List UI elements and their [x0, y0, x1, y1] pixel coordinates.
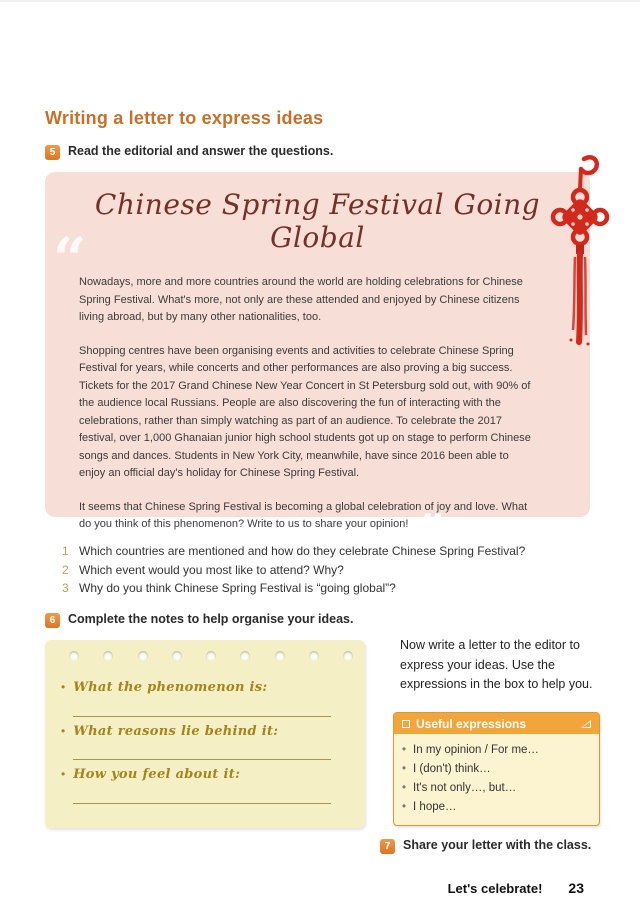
question-item: [62, 579, 582, 598]
expression-text: In my opinion / For me…: [413, 744, 539, 756]
binder-hole-icon: [240, 651, 250, 661]
page-footer: [0, 880, 584, 896]
checkbox-icon: [402, 720, 410, 728]
question-text: Why do you think Chinese Spring Festival is “going global”?: [79, 581, 396, 595]
question-text: Which event would you most like to attend? Why?: [79, 562, 344, 577]
binder-hole-icon: [69, 651, 79, 661]
activity-6-instruction-row: [45, 612, 353, 628]
expression-item: [402, 741, 591, 760]
useful-expressions-list: [394, 734, 599, 825]
useful-expressions-box: [393, 712, 600, 826]
bullet-icon: •: [61, 724, 66, 738]
question-number: 3: [62, 581, 69, 595]
note-item: [61, 680, 349, 695]
questions-list: [62, 542, 582, 598]
bullet-icon: •: [402, 763, 407, 775]
bullet-icon: •: [402, 782, 407, 794]
expression-text: I (don't) think…: [413, 763, 491, 775]
notes-pad: [45, 640, 365, 828]
binder-holes: [69, 651, 353, 661]
binder-hole-icon: [309, 651, 319, 661]
note-writing-line: [73, 759, 331, 760]
note-item: [61, 767, 349, 782]
chinese-knot-icon: [548, 152, 610, 354]
footer-page-number: 23: [568, 880, 584, 896]
bullet-icon: •: [61, 680, 66, 694]
instruction-text: Share your letter with the class.: [403, 838, 592, 852]
activity-number-badge: 7: [380, 839, 395, 854]
section-title: Writing a letter to express ideas: [45, 108, 324, 128]
binder-hole-icon: [275, 651, 285, 661]
binder-hole-icon: [138, 651, 148, 661]
editorial-paragraph: Nowadays, more and more countries around the world are holding celebrations for Chinese Spring Festival. What's more, not only are these attended and enjoyed by Chinese citizens living abroad, but by many other nationalities, too.: [79, 276, 523, 323]
question-number: 2: [62, 562, 69, 577]
question-text: Which countries are mentioned and how do they celebrate Chinese Spring Festival?: [79, 544, 526, 558]
binder-hole-icon: [172, 651, 182, 661]
note-item: [61, 724, 349, 739]
binder-hole-icon: [103, 651, 113, 661]
expression-item: [402, 760, 591, 779]
binder-hole-icon: [343, 651, 353, 661]
instruction-text: Read the editorial and answer the questions.: [68, 144, 334, 158]
write-letter-prompt: Now write a letter to the editor to express your ideas. Use the expressions in the box to help you.: [400, 638, 593, 691]
binder-hole-icon: [206, 651, 216, 661]
note-label: How you feel about it:: [73, 767, 241, 782]
bullet-icon: •: [61, 767, 66, 781]
note-writing-line: [73, 803, 331, 804]
note-label: What the phenomenon is:: [73, 680, 268, 695]
footer-unit-title: Let's celebrate!: [447, 881, 543, 896]
bullet-icon: •: [402, 801, 407, 813]
useful-expressions-title: Useful expressions: [416, 716, 527, 731]
bullet-icon: •: [402, 744, 407, 756]
editorial-title: Chinese Spring Festival Going Global: [94, 188, 541, 254]
instruction-text: Complete the notes to help organise your ideas.: [68, 612, 354, 626]
activity-5-instruction-row: [45, 144, 333, 160]
note-writing-line: [73, 716, 331, 717]
expression-text: It's not only…, but…: [413, 782, 517, 794]
quote-open-icon: “: [53, 225, 87, 293]
question-item: [62, 542, 582, 561]
activity-number-badge: 6: [45, 613, 60, 628]
editorial-paragraph: It seems that Chinese Spring Festival is becoming a global celebration of joy and love. What do you think of this phenomenon? Write to us to share your opinion! ”: [79, 500, 528, 558]
question-number: 1: [62, 544, 69, 558]
question-item: [62, 561, 582, 580]
triangle-icon: [581, 720, 591, 728]
expression-item: [402, 779, 591, 798]
expression-text: I hope…: [413, 801, 457, 813]
note-label: What reasons lie behind it:: [73, 724, 279, 739]
activity-7-instruction-row: [380, 838, 591, 854]
expression-item: [402, 798, 591, 817]
useful-expressions-header: [394, 713, 599, 734]
editorial-paragraph: Shopping centres have been organising events and activities to celebrate Chinese Spring Festival for years, while concerts and other performances are also proving a big success. Tickets for the 2017 Grand Chinese New Year Concert in St Petersburg sold out, with 90% of the audience local Russians. People are also discovering the fun of interacting with the celebrations, rather than simply watching as part of an audience. To celebrate the 2017 festival, over 1,000 Ghanaian junior high school students got up on stage to perform Chinese songs and dances. Students in New York City, meanwhile, have since 2016 been able to enjoy an official day's holiday for Chinese Spring Festival.: [79, 344, 531, 479]
activity-number-badge: 5: [45, 145, 60, 160]
